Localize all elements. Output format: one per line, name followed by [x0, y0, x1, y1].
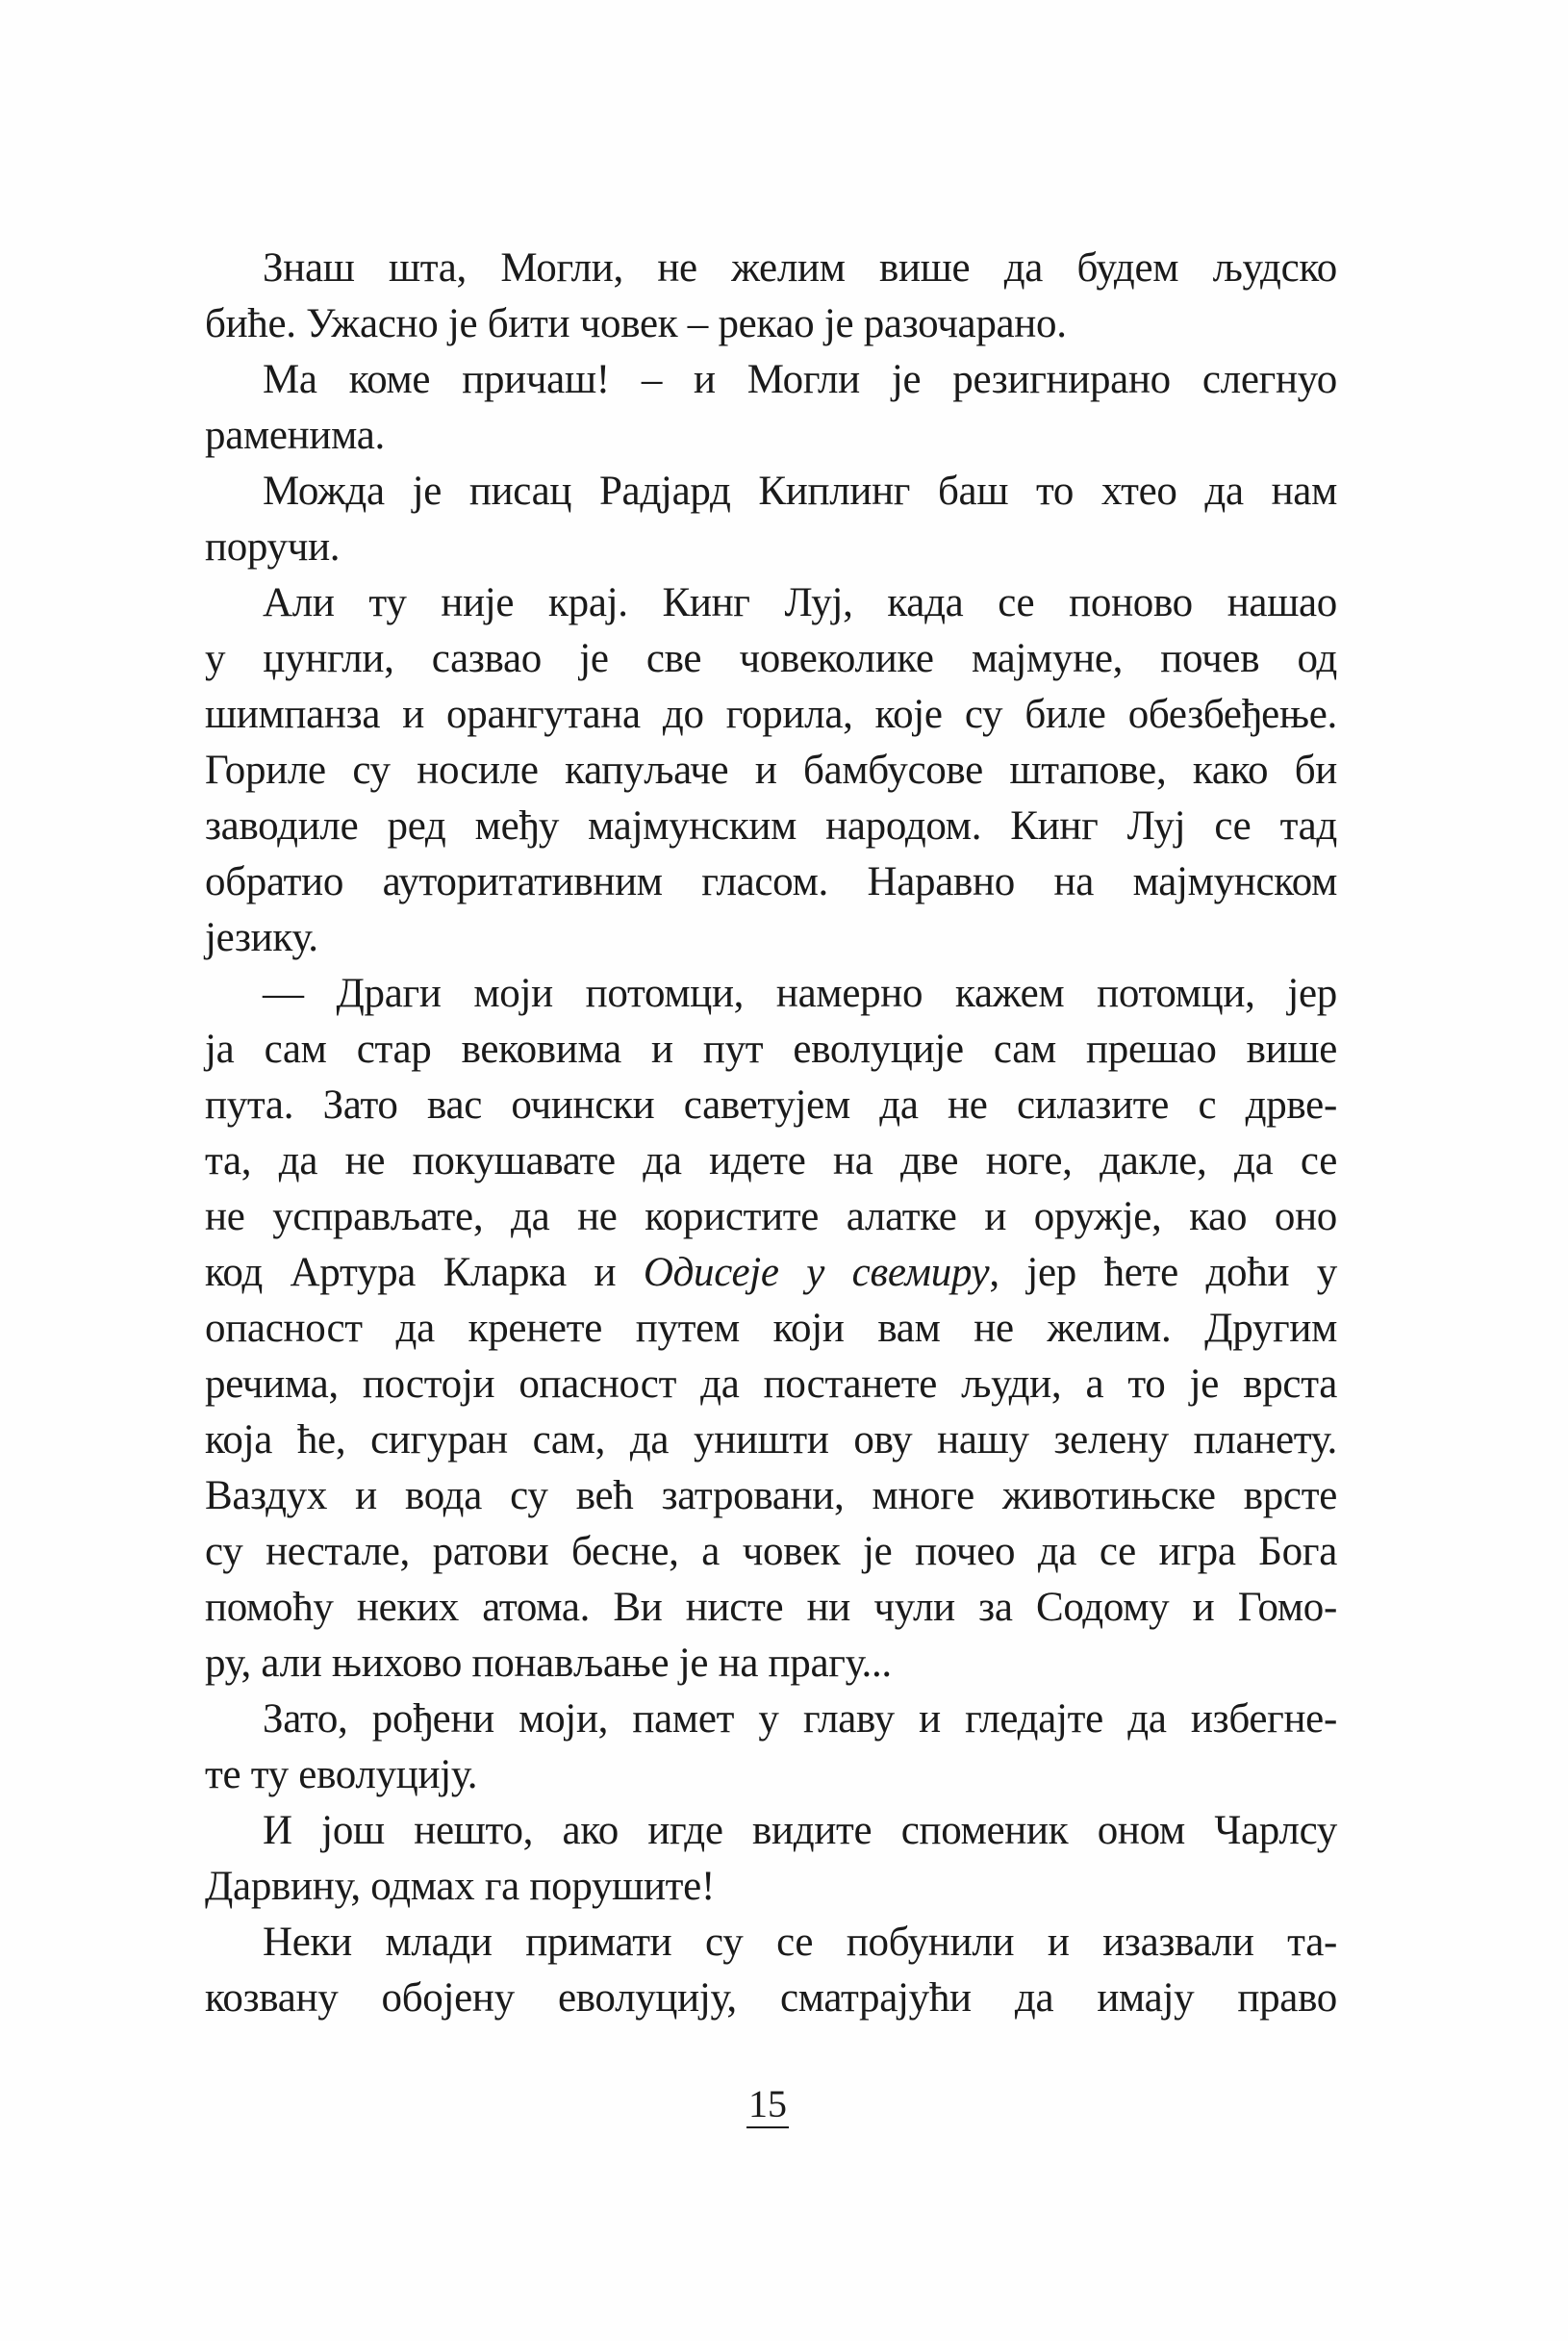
- text-line: биће. Ужасно је бити човек – рекао је разочарано.: [205, 301, 1067, 346]
- text-line: ја сам стар вековима и пут еволуције сам прешао више: [205, 1027, 1337, 1072]
- text-line: Можда је писац Радјард Киплинг баш то хтео да нам: [263, 469, 1337, 514]
- body-text: [205, 241, 1337, 2026]
- text-line: су нестале, ратови бесне, а човек је почео да се игра Бога: [205, 1529, 1337, 1574]
- text-line: Неки млади примати су се побунили и изазвали та-: [263, 1920, 1337, 1965]
- text-line: Зато, рођени моји, памет у главу и гледајте да избегне-: [263, 1696, 1337, 1742]
- text-line: поручи.: [205, 524, 341, 570]
- page-number: [0, 2081, 1568, 2128]
- text-line: Дарвину, одмах га порушите!: [205, 1864, 715, 1909]
- text-line: те ту еволуцију.: [205, 1752, 478, 1797]
- text-line: Ваздух и вода су већ затровани, многе животињске врсте: [205, 1473, 1337, 1518]
- page-number-value: 15: [746, 2082, 789, 2128]
- text-line: пута. Зато вас очински саветујем да не силазите с дрве-: [205, 1082, 1337, 1128]
- text-line: Али ту није крај. Кинг Луј, када се поново нашао: [263, 580, 1337, 625]
- text-line: И још нешто, ако игде видите споменик оном Чарлсу: [263, 1808, 1337, 1853]
- text-line: у џунгли, сазвао је све човеколике мајмуне, почев од: [205, 636, 1337, 681]
- text-line: козвану обојену еволуцију, сматрајући да имају право: [205, 1975, 1337, 2021]
- text-line: опасност да кренете путем који вам не желим. Другим: [205, 1306, 1337, 1351]
- text-line: која ће, сигуран сам, да уништи ову нашу зелену планету.: [205, 1417, 1337, 1463]
- text-line: [205, 1245, 1337, 1301]
- text-line: та, да не покушавате да идете на две ноге, дакле, да се: [205, 1138, 1337, 1183]
- text-line: језику.: [205, 915, 318, 960]
- text-segment: код Артура Кларка и: [205, 1250, 644, 1295]
- text-line: заводиле ред међу мајмунским народом. Кинг Луј се тад: [205, 803, 1337, 849]
- text-line: речима, постоји опасност да постанете људи, а то је врста: [205, 1361, 1337, 1407]
- text-line: Гориле су носиле капуљаче и бамбусове штапове, како би: [205, 748, 1337, 793]
- text-line: помоћу неких атома. Ви нисте ни чули за Содому и Гомо-: [205, 1585, 1337, 1630]
- text-line: не усправљате, да не користите алатке и оружје, као оно: [205, 1194, 1337, 1239]
- text-line: шимпанза и орангутана до горила, које су биле обезбеђење.: [205, 692, 1337, 737]
- text-line: Знаш шта, Могли, не желим више да будем људско: [263, 245, 1337, 291]
- text-line: Ма коме причаш! – и Могли је резигнирано слегнуо: [263, 357, 1337, 402]
- text-line: обратио ауторитативним гласом. Наравно на мајмунском: [205, 859, 1337, 904]
- text-line: ру, али њихово понављање је на прагу...: [205, 1641, 892, 1686]
- text-segment: , јер ћете доћи у: [989, 1250, 1337, 1295]
- text-line: раменима.: [205, 413, 385, 458]
- italic-book-title: Одисеје у свемиру: [643, 1250, 990, 1295]
- text-line: — Драги моји потомци, намерно кажем потомци, јер: [263, 971, 1337, 1016]
